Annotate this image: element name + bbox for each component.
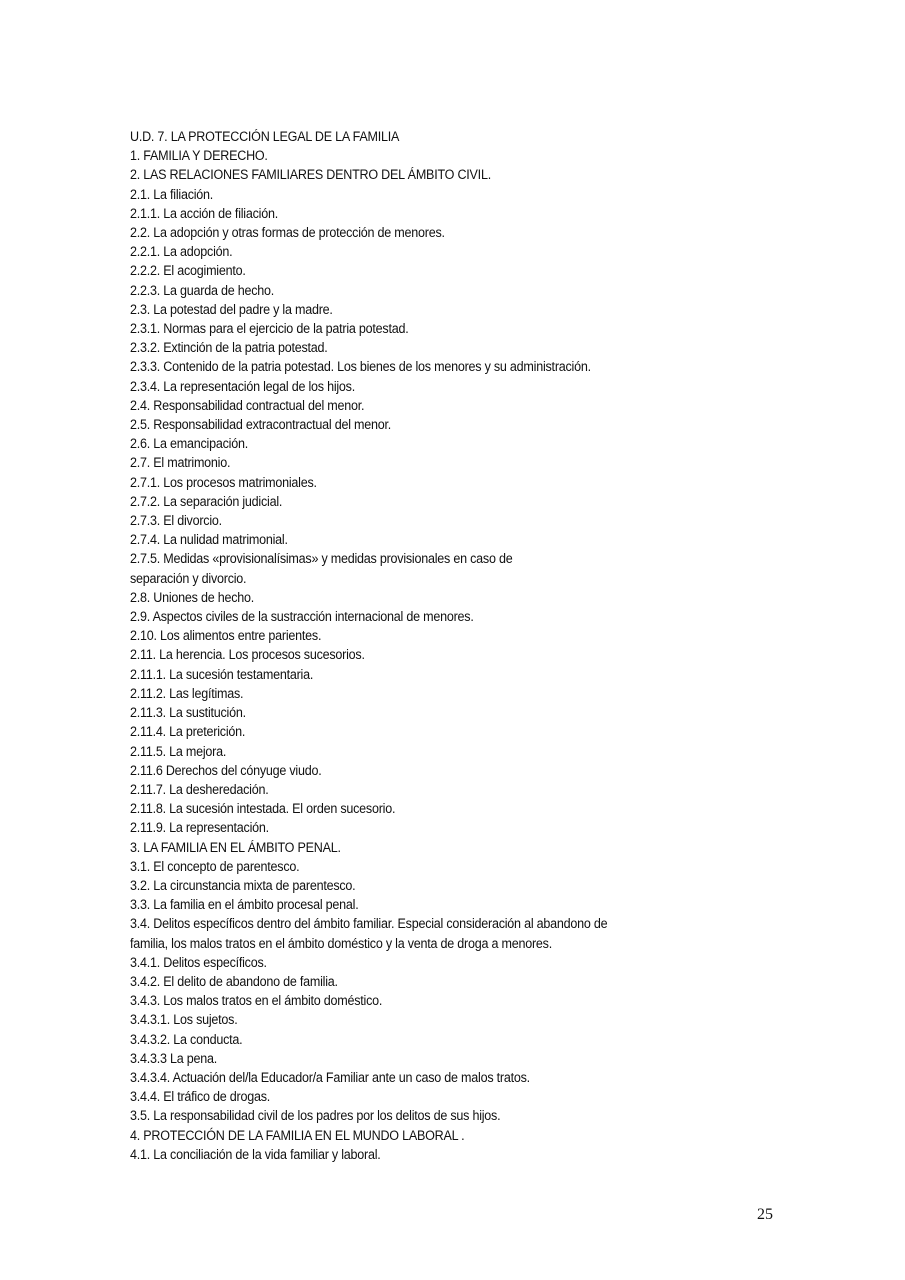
toc-line: 4. PROTECCIÓN DE LA FAMILIA EN EL MUNDO LABORAL . <box>130 1127 465 1143</box>
toc-line: 2.6. La emancipación. <box>130 436 248 452</box>
toc-line: 2.11.2. Las legítimas. <box>130 685 244 701</box>
table-of-contents <box>130 127 651 1164</box>
toc-line: 2.3.4. La representación legal de los hijos. <box>130 378 355 394</box>
toc-line: 2. LAS RELACIONES FAMILIARES DENTRO DEL ÁMBITO CIVIL. <box>130 167 491 183</box>
toc-line: 2.11.7. La desheredación. <box>130 781 269 797</box>
toc-line: 2.10. Los alimentos entre parientes. <box>130 628 322 644</box>
toc-line: 2.11.3. La sustitución. <box>130 705 246 721</box>
toc-line: 3.2. La circunstancia mixta de parentesco. <box>130 877 356 893</box>
toc-line: 2.7.4. La nulidad matrimonial. <box>130 532 288 548</box>
toc-line: 2.11.1. La sucesión testamentaria. <box>130 666 314 682</box>
toc-line: 3.4.3.1. Los sujetos. <box>130 1012 238 1028</box>
toc-line: 4.1. La conciliación de la vida familiar y laboral. <box>130 1146 381 1162</box>
toc-line: 2.11. La herencia. Los procesos sucesorios. <box>130 647 365 663</box>
toc-line: 2.2. La adopción y otras formas de protección de menores. <box>130 225 445 241</box>
toc-line: 3.5. La responsabilidad civil de los padres por los delitos de sus hijos. <box>130 1108 501 1124</box>
toc-line: 2.2.1. La adopción. <box>130 244 233 260</box>
toc-line: 3.4.3.2. La conducta. <box>130 1031 243 1047</box>
toc-line: 3.4.3. Los malos tratos en el ámbito doméstico. <box>130 993 383 1009</box>
toc-line: 2.1. La filiación. <box>130 186 214 202</box>
toc-line: 2.11.8. La sucesión intestada. El orden sucesorio. <box>130 801 396 817</box>
toc-line: 2.3.2. Extinción de la patria potestad. <box>130 340 328 356</box>
toc-line: 2.7.2. La separación judicial. <box>130 493 283 509</box>
toc-line: 3.4.1. Delitos específicos. <box>130 954 267 970</box>
toc-line: 2.3.1. Normas para el ejercicio de la patria potestad. <box>130 321 409 337</box>
toc-line: 2.11.6 Derechos del cónyuge viudo. <box>130 762 322 778</box>
toc-line: 2.9. Aspectos civiles de la sustracción internacional de menores. <box>130 609 474 625</box>
toc-line: 2.7.5. Medidas «provisionalísimas» y medidas provisionales en caso de <box>130 551 513 567</box>
toc-line: 2.4. Responsabilidad contractual del menor. <box>130 397 365 413</box>
toc-line: 2.3. La potestad del padre y la madre. <box>130 301 333 317</box>
toc-line: 3.4. Delitos específicos dentro del ámbito familiar. Especial consideración al abandono de <box>130 916 608 932</box>
toc-line: 2.7.1. Los procesos matrimoniales. <box>130 474 317 490</box>
toc-line: familia, los malos tratos en el ámbito doméstico y la venta de droga a menores. <box>130 935 552 951</box>
toc-line: 3.1. El concepto de parentesco. <box>130 858 300 874</box>
toc-line: 3.4.3.4. Actuación del/la Educador/a Familiar ante un caso de malos tratos. <box>130 1069 530 1085</box>
toc-line: 2.2.3. La guarda de hecho. <box>130 282 275 298</box>
toc-line: 2.5. Responsabilidad extracontractual del menor. <box>130 417 392 433</box>
toc-line: 2.11.5. La mejora. <box>130 743 227 759</box>
toc-line: 2.7.3. El divorcio. <box>130 513 222 529</box>
toc-line: 2.11.4. La preterición. <box>130 724 246 740</box>
page-number: 25 <box>757 1206 773 1223</box>
toc-line: 2.1.1. La acción de filiación. <box>130 205 278 221</box>
toc-line: U.D. 7. LA PROTECCIÓN LEGAL DE LA FAMILIA <box>130 129 400 144</box>
toc-line: 3.4.2. El delito de abandono de familia. <box>130 973 338 989</box>
toc-line: 2.3.3. Contenido de la patria potestad. Los bienes de los menores y su administración. <box>130 359 591 375</box>
toc-line: 2.8. Uniones de hecho. <box>130 589 255 605</box>
toc-line: 2.11.9. La representación. <box>130 820 269 836</box>
toc-line: 3.4.3.3 La pena. <box>130 1050 218 1066</box>
toc-line: 2.7. El matrimonio. <box>130 455 231 471</box>
toc-line: 3. LA FAMILIA EN EL ÁMBITO PENAL. <box>130 839 341 855</box>
toc-line: 1. FAMILIA Y DERECHO. <box>130 148 268 164</box>
toc-line: 3.4.4. El tráfico de drogas. <box>130 1089 271 1105</box>
toc-line: 2.2.2. El acogimiento. <box>130 263 246 279</box>
toc-line: 3.3. La familia en el ámbito procesal penal. <box>130 897 359 913</box>
toc-line: separación y divorcio. <box>130 570 247 586</box>
